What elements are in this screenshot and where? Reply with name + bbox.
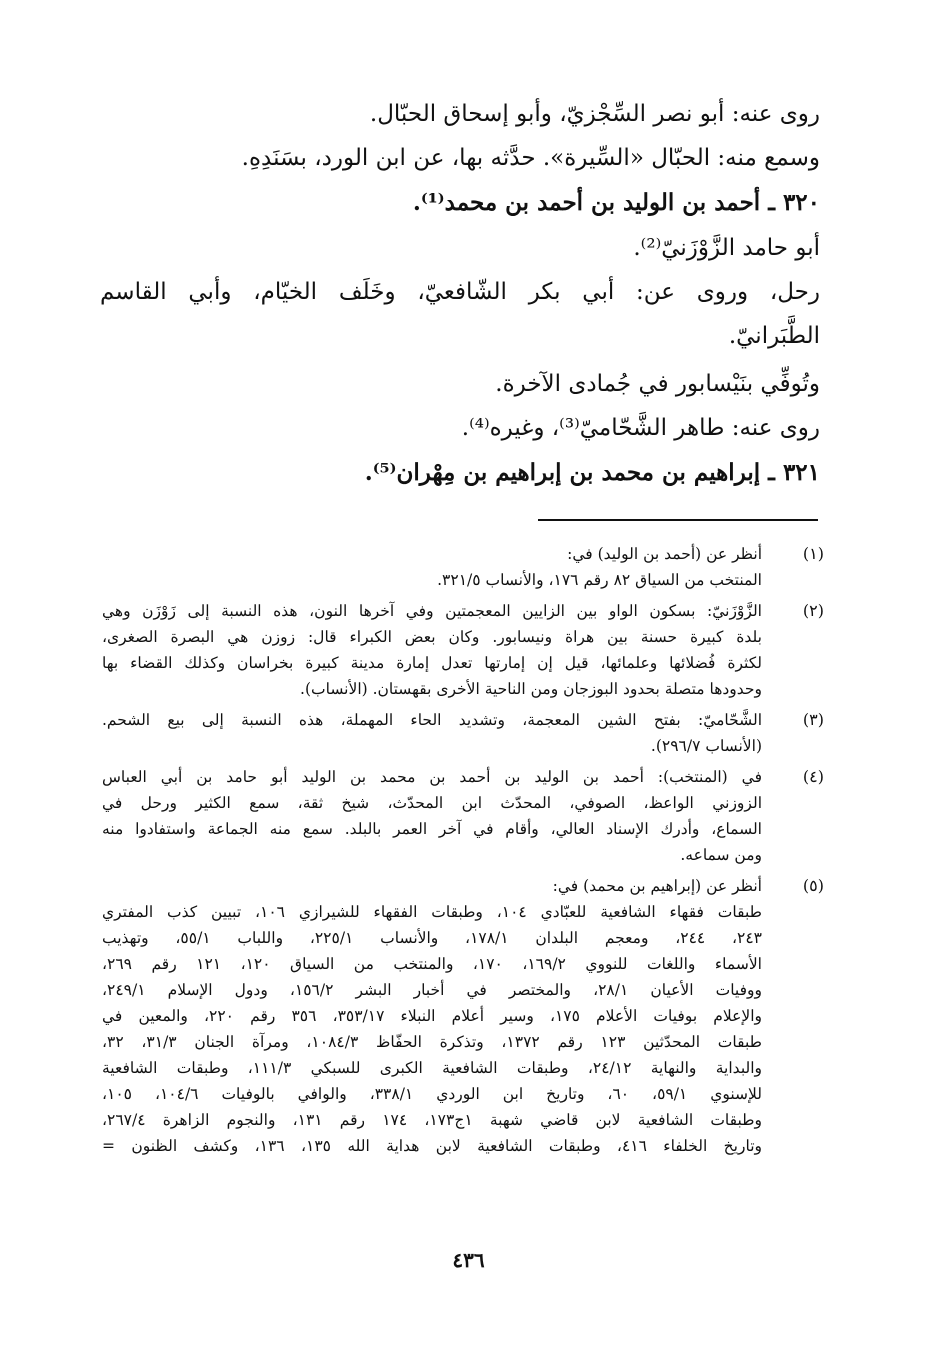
- text-line: وسمع منه: الحبّال «السِّيرة». حدَّثه بها، عن ابن الورد، بسَنَدِهِ.: [241, 145, 820, 171]
- footnote-line: الشَّحّاميّ: بفتح الشين المعجمة، وتشديد الحاء المهملة، هذه النسبة إلى بيع الشحم.: [102, 711, 762, 729]
- footnote-line: المنتخب من السياق ٨٢ رقم ١٧٦، والأنساب ٣٢١/٥.: [437, 571, 762, 589]
- footnote-line: في (المنتخب): أحمد بن الوليد بن أحمد بن محمد بن الوليد أبو حامد بن أبي العباس: [102, 768, 762, 786]
- page-number: ٤٣٦: [452, 1248, 485, 1272]
- text-line: الطَّبَرانيّ.: [728, 323, 820, 349]
- text-line: روى عنه: طاهر الشَّحّاميّ⁽³⁾، وغيره⁽⁴⁾.: [461, 415, 820, 441]
- footnote-line: أنظر عن (أحمد بن الوليد) في:: [567, 545, 762, 563]
- footnote-line: بلدة كبيرة حسنة بين هراة ونيسابور. وكان بعض الكبراء قال: زوزن هي البصرة الصغرى،: [102, 628, 762, 646]
- footnote-line: الزوزني الواعظ، الصوفي، المحدّث ابن المحدّث، شيخ ثقة، سمع الكثير ورحل في: [102, 794, 762, 812]
- footnote-text: [102, 764, 762, 868]
- footnote-line: طبقات المحدّثين ١٢٣ رقم ١٣٧٢، وتذكرة الحفّاظ ١٠٨٤/٣، ومرآة الجنان ٣١/٣، ٣٢،: [102, 1033, 762, 1051]
- footnote-text: [102, 707, 762, 759]
- footnote-line: والإعلام بوفيات الأعلام ١٧٥، وسير أعلام النبلاء ٣٥٣/١٧، ٣٥٦ رقم ٢٢٠، والمعين في: [102, 1007, 762, 1025]
- footnote-divider: [538, 519, 818, 521]
- footnote-line: وحدودها متصلة بحدود البوزجان ومن الناحية الأخرى بقهستان. (الأنساب).: [300, 680, 762, 698]
- footnote-text: [102, 873, 762, 1159]
- text-line: أبو حامد الزَّوْزَنيّ⁽²⁾.: [633, 235, 820, 261]
- footnote-line: الزَّوْزَنيّ: بسكون الواو بين الزايين المعجمتين وفي آخرها النون، هذه النسبة إلى زَوْزَن وهي: [102, 602, 762, 620]
- text-line: روى عنه: أبو نصر السِّجْزيّ، وأبو إسحاق الحبّال.: [369, 101, 820, 127]
- footnote-number: (١): [802, 544, 824, 563]
- footnote-number: (٥): [802, 876, 824, 895]
- footnote-line: وطبقات الشافعية لابن قاضي شهبة ١ج١٧٣، ١٧٤ رقم ١٣١، والنجوم الزاهرة ٢٦٧/٤،: [102, 1111, 762, 1129]
- footnote-number: (٣): [802, 710, 824, 729]
- footnotes: [102, 541, 824, 1164]
- footnote-line: لكثرة فُضلائها وعلمائها، قيل إن إمارتها تعدل إمارة مدينة كبيرة بخراسان وكذلك القضاء بها: [102, 654, 762, 672]
- entry-heading-321: ٣٢١ ـ إبراهيم بن محمد بن إبراهيم بن مِهْران⁽⁵⁾.: [364, 459, 820, 486]
- footnote-line: أنظر عن (إبراهيم بن محمد) في:: [552, 877, 762, 895]
- footnote-line: للإسنوي ٥٩/١، ٦٠، وتاريخ ابن الوردي ٣٣٨/١، والوافي بالوفيات ١٠٤/٦، ١٠٥،: [102, 1085, 762, 1103]
- footnote-text: [102, 598, 762, 702]
- footnote: [102, 873, 824, 1159]
- text-line: وتُوفِّي بنَيْسابور في جُمادى الآخرة.: [495, 371, 820, 397]
- footnote: [102, 764, 824, 868]
- footnote-line: ومن سماعه.: [680, 846, 762, 864]
- footnote-line: الأسماء واللغات للنووي ١٦٩/٢، ١٧٠، والمنتخب من السياق ١٢٠، ١٢١ رقم ٢٦٩،: [102, 955, 762, 973]
- footnote-line: ٢٤٣، ٢٤٤، ومعجم البلدان ١٧٨/١، والأنساب ٢٢٥/١، واللباب ٥٥/١، وتهذيب: [102, 929, 762, 947]
- footnote-line: طبقات فقهاء الشافعية للعبّادي ١٠٤، وطبقات الفقهاء للشيرازي ١٠٦، تبيين كذب المفتري: [102, 903, 762, 921]
- footnote-text: [102, 541, 762, 593]
- main-text: [100, 92, 820, 496]
- footnote-line: ووفيات الأعيان ٢٨/١، والمختصر في أخبار البشر ١٥٦/٢، ودول الإسلام ٢٤٩/١،: [102, 981, 762, 999]
- entry-heading-320: ٣٢٠ ـ أحمد بن الوليد بن أحمد بن محمد⁽¹⁾.: [412, 189, 820, 216]
- footnote-number: (٤): [802, 767, 824, 786]
- footnote-line: السماع، وأدرك الإسناد العالي، وأقام في آخر العمر بالبلد. سمع منه الجماعة واستفادوا منه: [102, 820, 762, 838]
- footnote-line: وتاريخ الخلفاء ٤١٦، وطبقات الشافعية لابن هداية الله ١٣٥، ١٣٦، وكشف الظنون =: [102, 1137, 762, 1155]
- footnote: [102, 598, 824, 702]
- footnote-number: (٢): [802, 601, 824, 620]
- footnote-line: (الأنساب ٢٩٦/٧).: [650, 737, 762, 755]
- text-line: رحل، وروى عن: أبي بكر الشّافعيّ، وخَلَف الخيّام، وأبي القاسم: [100, 279, 820, 305]
- footnote-line: والبداية والنهاية ٢٤/١٢، وطبقات الشافعية الكبرى للسبكي ١١١/٣، وطبقات الشافعية: [102, 1059, 762, 1077]
- footnote: [102, 541, 824, 593]
- footnote: [102, 707, 824, 759]
